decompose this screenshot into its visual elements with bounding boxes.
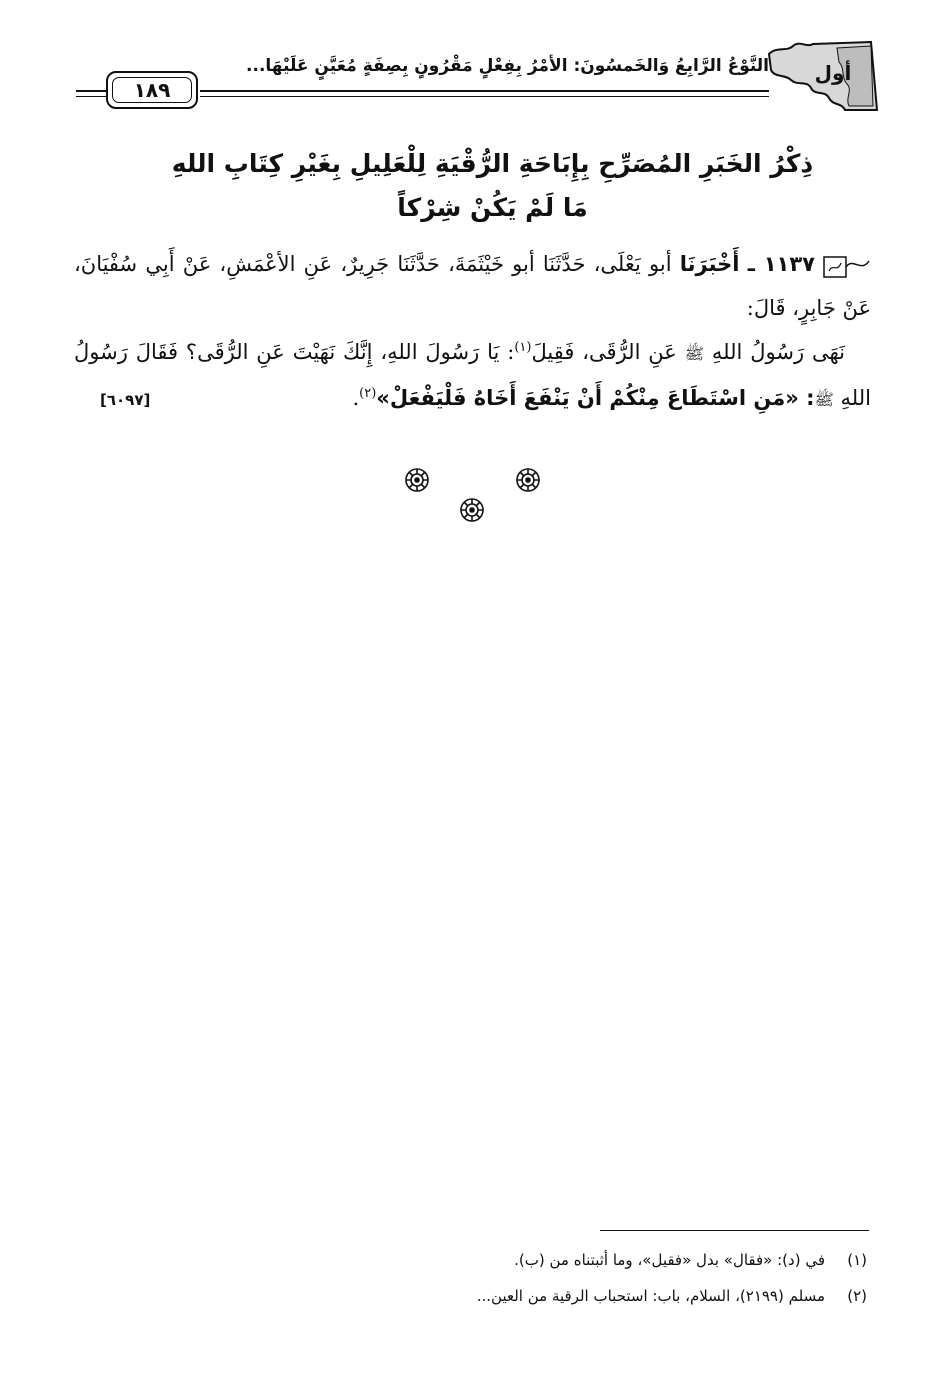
footnote-ref-2[interactable]: (٢) [359,386,377,401]
flower-ornament-icon [404,467,430,493]
flower-ornament-icon [459,497,485,523]
matn-text-1: نَهَى رَسُولُ اللهِ [711,340,845,364]
footnote-number: (٢) [847,1287,867,1305]
page-number: ١٨٩ [112,77,192,103]
prophetic-quote: : «مَنِ اسْتَطَاعَ مِنْكُمْ أَنْ يَنْفَعَ أَخَاهُ فَلْيَفْعَلْ» [376,386,815,410]
title-line-1: ذِكْرُ الخَبَرِ المُصَرِّحِ بِإِبَاحَةِ الرُّقْيَةِ لِلْعَلِيلِ بِغَيْرِ كِتَابِ اللهِ [171,149,814,178]
running-head: النَّوْعُ الرَّابِعُ وَالخَمسُونَ: الأمْرُ بِفِعْلٍ مَقْرُونٍ بِصِفَةٍ مُعَيَّنٍ عَلَيْهَا... [246,56,769,76]
header-rule-left [76,90,106,97]
cross-reference: [٦٠٩٧] [100,391,151,409]
isnad-paragraph [74,242,871,330]
salutation-glyph-2: ﷺ [814,390,834,409]
footnote-ref-1[interactable]: (١) [514,340,532,355]
footnotes [120,1242,867,1314]
section-title [120,142,865,230]
page-number-frame [106,71,198,109]
header-rule [200,90,769,97]
matn-text-3: : يَا رَسُولَ اللهِ، إِنَّكَ نَهَيْتَ عَنِ الرُّقَى؟ فَقَالَ رَسُولُ اللهِ [74,340,871,410]
footnote-1 [120,1242,867,1278]
corner-mark: أول [814,61,852,85]
sentence-end: . [352,386,360,410]
matn-text-2: عَنِ الرُّقَى، فَقِيلَ [531,340,677,364]
akhbarana-word: أَخْبَرَنَا [679,252,740,276]
footnote-separator [600,1230,869,1231]
puzzle-corner-icon [767,40,879,112]
hadith-body [74,242,871,422]
isnad-text: أبو يَعْلَى، حَدَّثَنَا أبو خَيْثَمَةَ، حَدَّثَنَا جَرِيرٌ، عَنِ الأعْمَشِ، عَنْ أَبِي سُفْيَانَ، عَنْ جَابِرٍ، قَالَ: [74,252,871,320]
matn-paragraph [74,330,871,422]
title-line-2: مَا لَمْ يَكُنْ شِرْكاً [397,193,588,222]
flower-ornament-icon [515,467,541,493]
salutation-glyph: ﷺ [684,344,705,363]
footnote-2 [120,1278,867,1314]
hadith-number: ١١٣٧ ـ [747,252,815,276]
hadith-marker-icon [823,253,871,279]
footnote-text: في (د): «فقال» بدل «فقيل»، وما أثبتناه من (ب). [514,1251,825,1269]
footnote-text: مسلم (٢١٩٩)، السلام، باب: استحباب الرقية من العين... [476,1287,825,1305]
footnote-number: (١) [847,1251,867,1269]
